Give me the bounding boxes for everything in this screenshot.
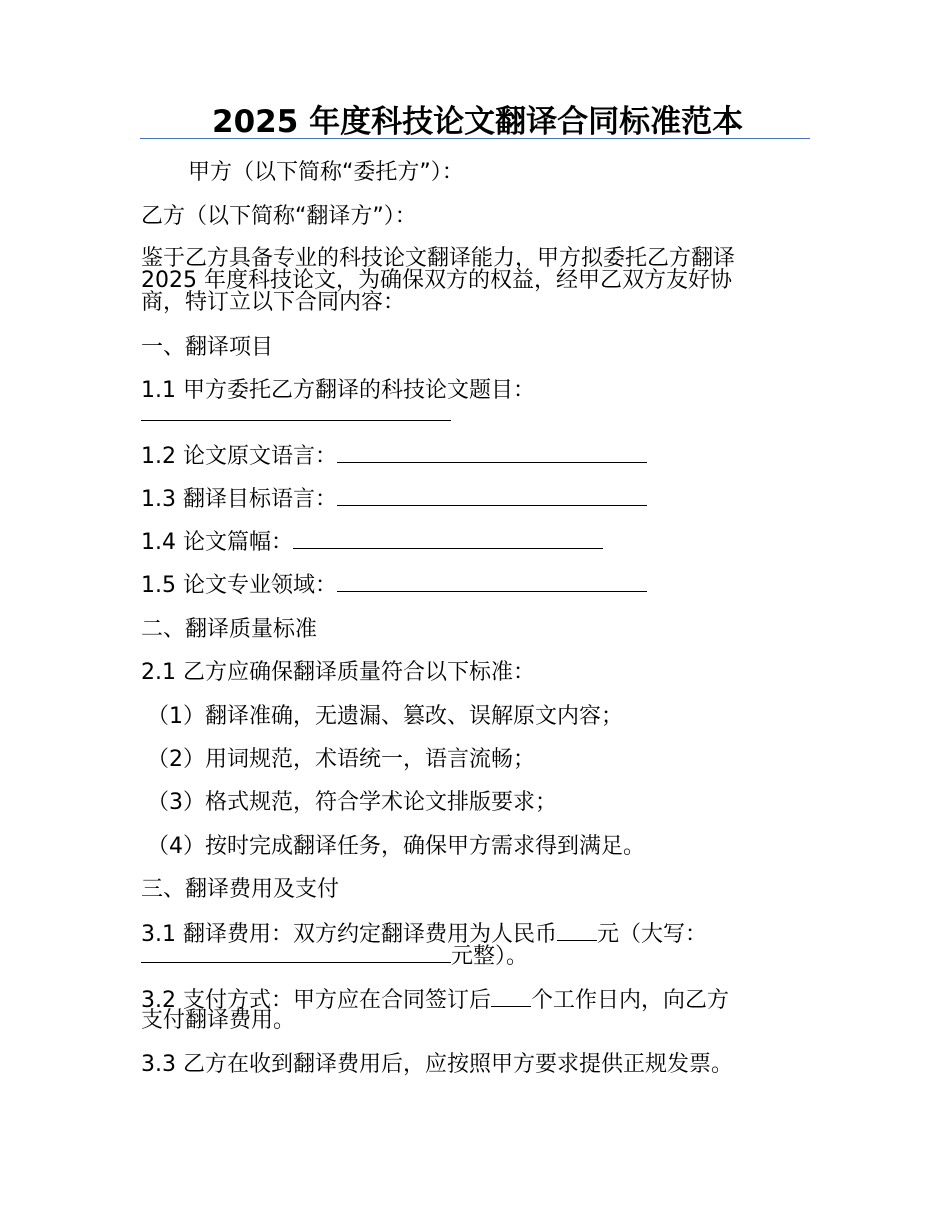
item-3-3: 3.3 乙方在收到翻译费用后，应按照甲方要求提供正规发票。 xyxy=(141,1052,733,1077)
item-3-2-label: 3.2 支付方式：甲方应在合同签订后 xyxy=(141,988,491,1013)
item-3-1-yuan: 元（大写： xyxy=(596,922,707,947)
item-1-4 xyxy=(141,530,603,556)
item-3-1-label: 3.1 翻译费用：双方约定翻译费用为人民币 xyxy=(141,922,557,947)
workdays-blank[interactable] xyxy=(491,988,531,1007)
paper-title-blank[interactable] xyxy=(141,402,451,421)
paper-length-blank[interactable] xyxy=(293,530,603,549)
item-3-1-end: 元整）。 xyxy=(451,944,529,969)
item-1-5-label: 1.5 论文专业领域： xyxy=(141,573,337,598)
preamble-line-3: 商，特订立以下合同内容： xyxy=(141,290,406,315)
section-1-heading: 一、翻译项目 xyxy=(141,335,274,360)
item-3-1-line-2 xyxy=(141,944,528,968)
item-3-2-mid: 个工作日内，向乙方 xyxy=(530,988,729,1013)
quality-point-3: （3）格式规范，符合学术论文排版要求； xyxy=(147,790,557,815)
item-1-1-label: 1.1 甲方委托乙方翻译的科技论文题目： xyxy=(141,378,535,403)
item-1-2 xyxy=(141,444,647,470)
subject-field-blank[interactable] xyxy=(337,573,647,592)
preamble-line-1: 鉴于乙方具备专业的科技论文翻译能力，甲方拟委托乙方翻译 xyxy=(141,246,736,271)
item-1-3-label: 1.3 翻译目标语言： xyxy=(141,487,337,512)
item-1-4-label: 1.4 论文篇幅： xyxy=(141,530,293,555)
quality-point-1: （1）翻译准确，无遗漏、篡改、误解原文内容； xyxy=(147,704,623,729)
fee-amount-blank[interactable] xyxy=(557,922,597,941)
item-1-3 xyxy=(141,487,647,513)
document-title: 2025 年度科技论文翻译合同标准范本 xyxy=(212,104,744,140)
item-2-1: 2.1 乙方应确保翻译质量符合以下标准： xyxy=(141,660,535,685)
item-1-5 xyxy=(141,573,647,599)
item-3-1-line-1 xyxy=(141,922,707,946)
item-1-1 xyxy=(141,378,535,404)
item-3-2-line-2: 支付翻译费用。 xyxy=(141,1008,296,1033)
item-1-1-blank-line xyxy=(141,402,451,428)
target-language-blank[interactable] xyxy=(337,487,647,506)
title-block xyxy=(140,100,810,140)
preamble-line-2: 2025 年度科技论文，为确保双方的权益，经甲乙双方友好协 xyxy=(141,268,732,293)
section-3-heading: 三、翻译费用及支付 xyxy=(141,877,340,902)
quality-point-4: （4）按时完成翻译任务，确保甲方需求得到满足。 xyxy=(147,834,645,859)
section-2-heading: 二、翻译质量标准 xyxy=(141,617,318,642)
title-underline xyxy=(140,138,810,139)
party-b-line: 乙方（以下简称“翻译方”）： xyxy=(141,204,417,229)
party-a-line: 甲方（以下简称“委托方”）： xyxy=(188,160,464,185)
fee-uppercase-blank[interactable] xyxy=(141,944,451,963)
item-1-2-label: 1.2 论文原文语言： xyxy=(141,444,337,469)
quality-point-2: （2）用词规范，术语统一，语言流畅； xyxy=(147,747,535,772)
source-language-blank[interactable] xyxy=(337,444,647,463)
